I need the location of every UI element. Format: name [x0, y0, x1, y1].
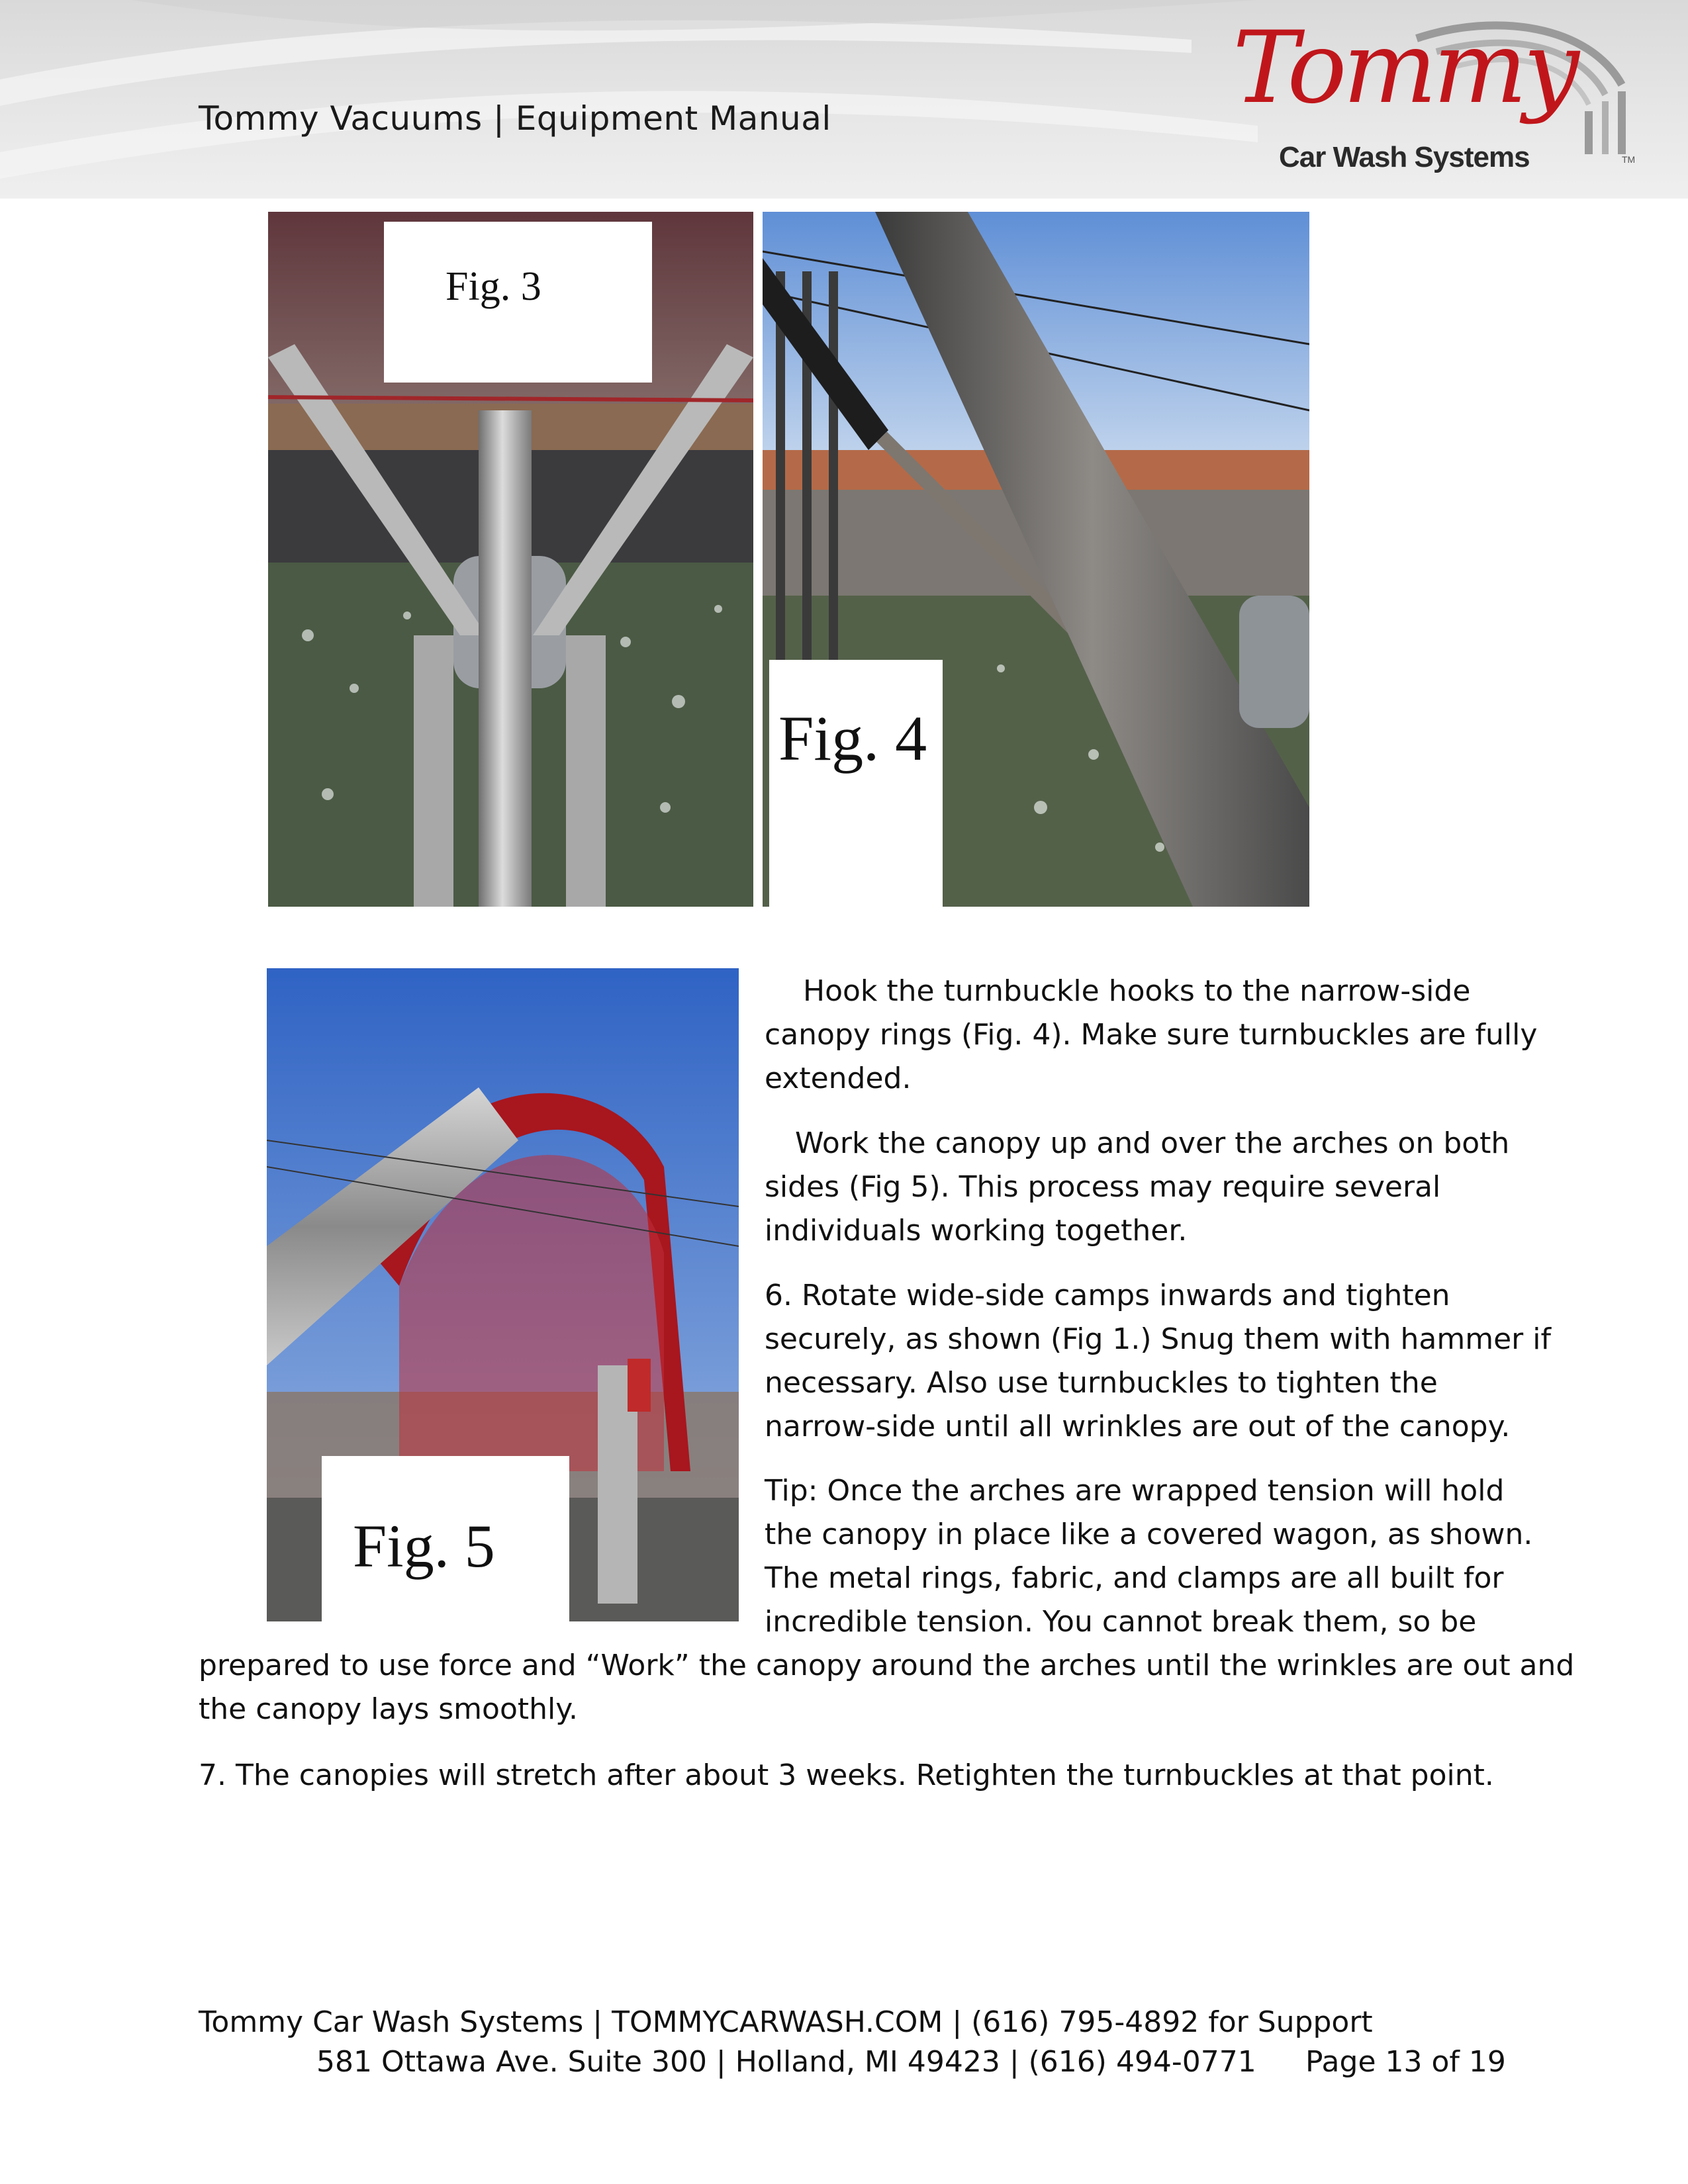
page-header [0, 0, 1688, 199]
paragraph-turnbuckle-hooks [765, 970, 1537, 1101]
tommy-logo [1218, 12, 1642, 191]
text-line: the canopy in place like a covered wagon, as shown. [765, 1518, 1533, 1551]
text-line: narrow-side until all wrinkles are out of the canopy. [765, 1410, 1511, 1443]
text-line: the canopy lays smoothly. [199, 1692, 578, 1726]
logo-wordmark: Tommy [1233, 11, 1575, 126]
footer-contact-line: Tommy Car Wash Systems | TOMMYCARWASH.COM | (616) 795-4892 for Support [199, 2005, 1373, 2039]
paragraph-tip-wide [199, 1644, 1574, 1731]
fig4-label-box [769, 660, 943, 907]
paragraph-step-6 [765, 1274, 1551, 1449]
text-line: extended. [765, 1062, 912, 1095]
footer-address-line: 581 Ottawa Ave. Suite 300 | Holland, MI 49423 | (616) 494-0771 [316, 2045, 1256, 2079]
text-line: incredible tension. You cannot break them, so be [765, 1605, 1477, 1639]
logo-subtitle: Car Wash Systems [1279, 141, 1530, 173]
text-line: Work the canopy up and over the arches on both [795, 1126, 1510, 1160]
text-line: canopy rings (Fig. 4). Make sure turnbuckles are fully [765, 1018, 1538, 1052]
text-line: Tip: Once the arches are wrapped tension will hold [765, 1474, 1505, 1508]
text-line: 7. The canopies will stretch after about 3 weeks. Retighten the turnbuckles at that point. [199, 1758, 1494, 1792]
fig3-photo [268, 212, 753, 907]
header-title: Tommy Vacuums | Equipment Manual [199, 99, 831, 138]
paragraph-step-7 [199, 1754, 1494, 1797]
fig5-label: Fig. 5 [353, 1512, 495, 1580]
text-line: necessary. Also use turnbuckles to tighten the [765, 1366, 1438, 1400]
paragraph-tip-narrow [765, 1469, 1532, 1644]
text-line: securely, as shown (Fig 1.) Snug them with hammer if [765, 1322, 1551, 1356]
page-number: Page 13 of 19 [1305, 2045, 1506, 2079]
fig4-photo [763, 212, 1309, 907]
fig4-label: Fig. 4 [778, 703, 927, 774]
text-line: Hook the turnbuckle hooks to the narrow-side [803, 974, 1471, 1008]
fig5-photo [267, 968, 739, 1621]
text-line: 6. Rotate wide-side camps inwards and tighten [765, 1279, 1450, 1312]
paragraph-work-canopy [765, 1122, 1509, 1253]
text-line: sides (Fig 5). This process may require several [765, 1170, 1441, 1204]
fig3-label: Fig. 3 [445, 264, 541, 309]
text-line: The metal rings, fabric, and clamps are all built for [765, 1561, 1504, 1595]
text-line: individuals working together. [765, 1214, 1188, 1248]
text-line: prepared to use force and “Work” the canopy around the arches until the wrinkles are out and [199, 1649, 1575, 1682]
logo-trademark: TM [1622, 154, 1636, 165]
